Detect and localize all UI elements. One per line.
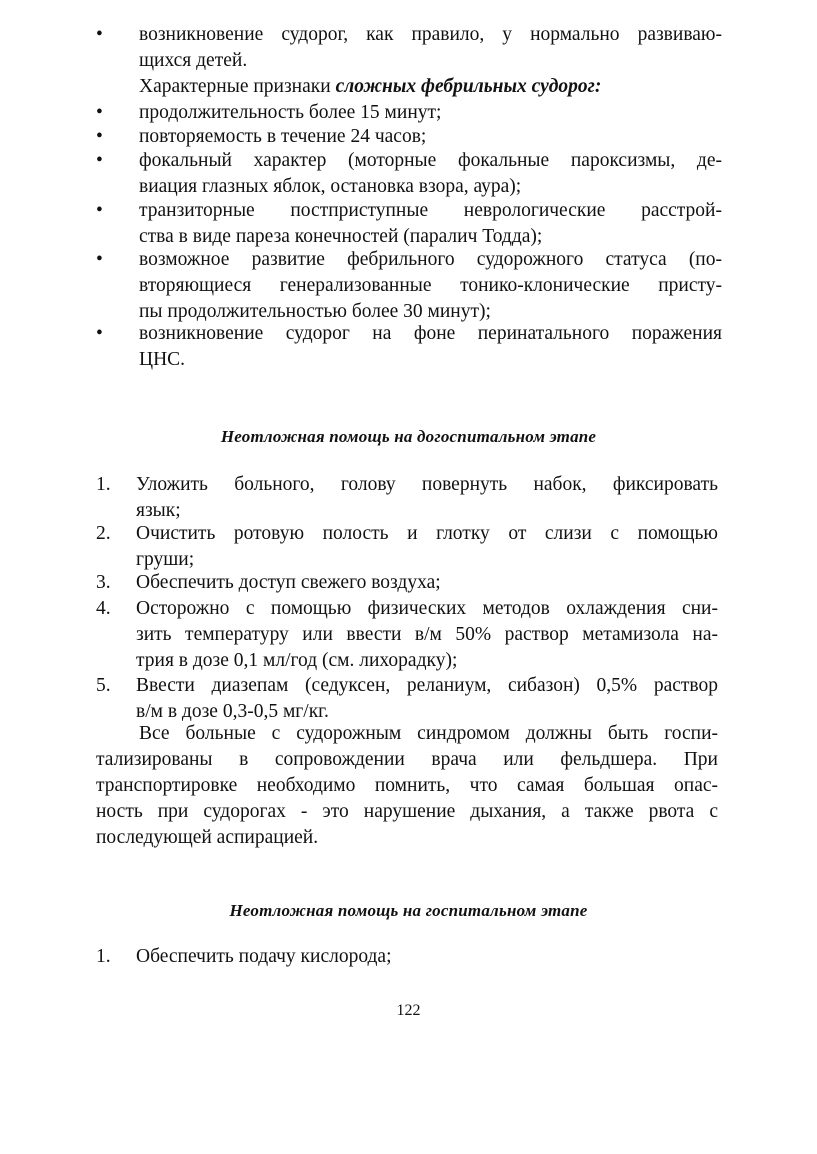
transport-paragraph bbox=[96, 721, 718, 851]
text-line: повторяемость в течение 24 часов; bbox=[139, 126, 427, 147]
bullet-mark: • bbox=[96, 126, 103, 147]
section-heading-prehospital: Неотложная помощь на догоспитальном этапе bbox=[220, 427, 597, 446]
text-line: тализированы в сопровождении врача или фельдшера. При bbox=[96, 749, 718, 770]
text-line: возможное развитие фебрильного судорожного статуса (по- bbox=[139, 249, 722, 270]
intro-text: Характерные признаки bbox=[139, 76, 336, 97]
text-line: Обеспечить подачу кислорода; bbox=[136, 946, 392, 967]
item-text bbox=[136, 596, 718, 674]
item-number: 3. bbox=[96, 572, 111, 593]
page-number: 122 bbox=[396, 1002, 421, 1019]
text-line: язык; bbox=[136, 500, 181, 521]
bullet-mark: • bbox=[96, 24, 103, 45]
list-item-text bbox=[139, 198, 722, 250]
list-item-text bbox=[139, 247, 722, 325]
section-heading-hospital: Неотложная помощь на госпитальном этапе bbox=[229, 901, 588, 920]
item-text bbox=[136, 521, 718, 573]
text-line: фокальный характер (моторные фокальные пароксизмы, де- bbox=[139, 150, 722, 171]
text-line: виация глазных яблок, остановка взора, аура); bbox=[139, 176, 522, 197]
text-line: транспортировке необходимо помнить, что самая большая опас- bbox=[96, 775, 718, 796]
bullet-mark: • bbox=[96, 249, 103, 270]
text-line: зить температуру или ввести в/м 50% раствор метамизола на- bbox=[136, 624, 718, 645]
list-item-text bbox=[139, 321, 722, 373]
text-line: трия в дозе 0,1 мл/год (см. лихорадку); bbox=[136, 650, 458, 671]
item-number: 1. bbox=[96, 474, 111, 495]
text-line: Обеспечить доступ свежего воздуха; bbox=[136, 572, 441, 593]
bullet-mark: • bbox=[96, 200, 103, 221]
intro-emphasis: сложных фебрильных судорог: bbox=[335, 76, 602, 97]
text-line: возникновение судорог на фоне перинатального поражения bbox=[139, 323, 722, 344]
text-line: Очистить ротовую полость и глотку от слизи с помощью bbox=[136, 523, 718, 544]
text-line: пы продолжительностью более 30 минут); bbox=[139, 301, 491, 322]
text-line: ность при судорогах - это нарушение дыхания, а также рвота с bbox=[96, 801, 718, 822]
text-line: вторяющиеся генерализованные тонико-клонические присту- bbox=[139, 275, 722, 296]
text-line: Уложить больного, голову повернуть набок, фиксировать bbox=[136, 474, 718, 495]
text-line: ЦНС. bbox=[139, 349, 186, 370]
text-line: груши; bbox=[136, 549, 195, 570]
item-number: 4. bbox=[96, 598, 111, 619]
list-item-text bbox=[139, 124, 722, 150]
text-line: продолжительность более 15 минут; bbox=[139, 102, 442, 123]
item-number: 2. bbox=[96, 523, 111, 544]
list-item-text bbox=[139, 22, 722, 74]
text-line: в/м в дозе 0,3-0,5 мг/кг. bbox=[136, 701, 329, 722]
text-line: Ввести диазепам (седуксен, реланиум, сибазон) 0,5% раствор bbox=[136, 675, 718, 696]
item-text bbox=[136, 570, 718, 596]
list-item-text bbox=[139, 100, 722, 126]
item-number: 5. bbox=[96, 675, 111, 696]
text-line: Все больные с судорожным синдромом должны быть госпи- bbox=[139, 723, 718, 744]
text-line: возникновение судорог, как правило, у нормально развиваю- bbox=[139, 24, 722, 45]
item-text bbox=[136, 673, 718, 725]
list-item-text bbox=[139, 148, 722, 200]
item-text bbox=[136, 944, 718, 970]
bullet-mark: • bbox=[96, 323, 103, 344]
text-line: последующей аспирацией. bbox=[96, 827, 319, 848]
complex-seizures-intro bbox=[139, 74, 722, 100]
text-line: транзиторные постприступные неврологические расстрой- bbox=[139, 200, 722, 221]
item-text bbox=[136, 472, 718, 524]
text-line: ства в виде пареза конечностей (паралич Тодда); bbox=[139, 226, 543, 247]
bullet-mark: • bbox=[96, 102, 103, 123]
text-line: щихся детей. bbox=[139, 50, 248, 71]
bullet-mark: • bbox=[96, 150, 103, 171]
item-number: 1. bbox=[96, 946, 111, 967]
text-line: Осторожно с помощью физических методов охлаждения сни- bbox=[136, 598, 718, 619]
